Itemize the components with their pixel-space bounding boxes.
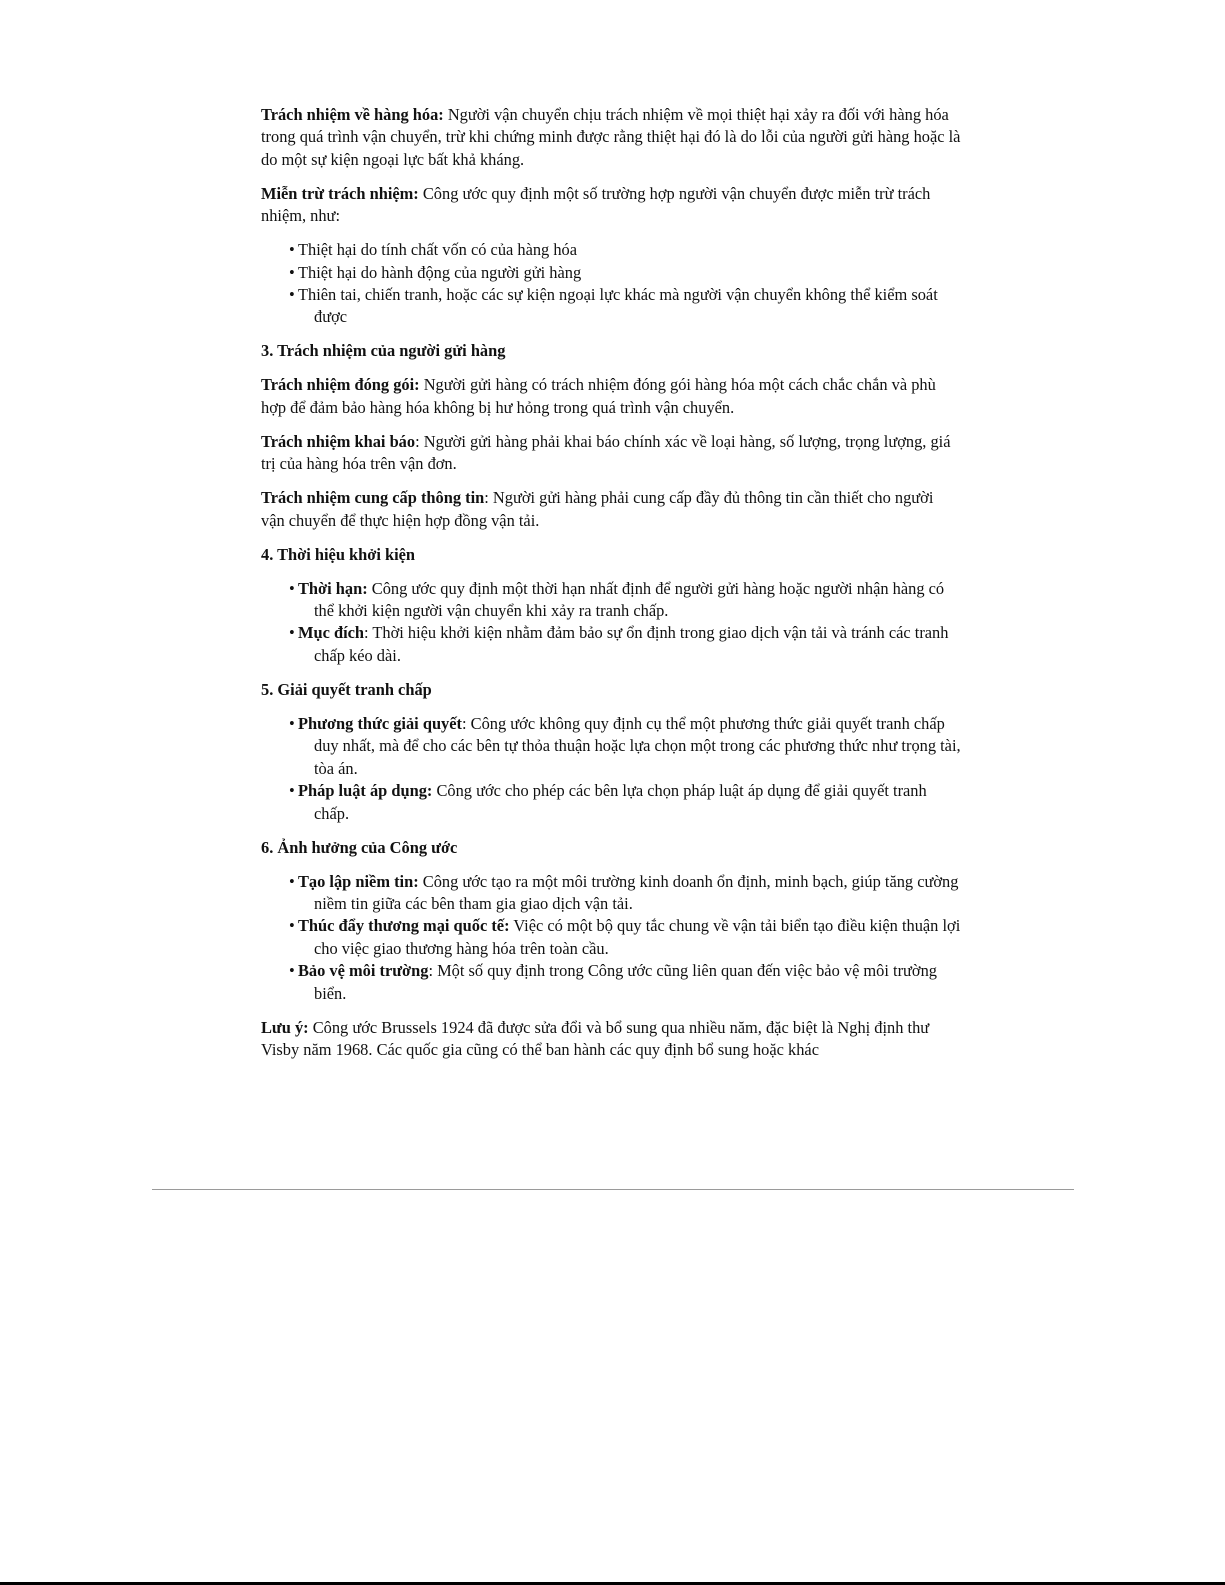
list-item: • Phương thức giải quyết: Công ước không quy định cụ thể một phương thức giải quyết tranh chấp duy nhất, mà để cho các bên tự thỏa thuận hoặc lựa chọn một trong các phương thức như trọng tài, tòa án. <box>289 713 961 778</box>
section-heading-3: 3. Trách nhiệm của người gửi hàng <box>261 341 506 361</box>
paragraph-liability-exemption <box>261 183 961 228</box>
bullet: • <box>289 916 295 936</box>
paragraph-text: Công ước quy định một số trường hợp người vận chuyển được miễn trừ trách nhiệm, như: <box>261 183 931 226</box>
paragraph-text: : Người gửi hàng phải khai báo chính xác về loại hàng, số lượng, trọng lượng, giá trị của hàng hóa trên vận đơn. <box>261 431 951 474</box>
paragraph-information <box>261 487 961 532</box>
list-item: • Mục đích: Thời hiệu khởi kiện nhằm đảm bảo sự ổn định trong giao dịch vận tải và tránh các tranh chấp kéo dài. <box>289 623 949 665</box>
term-label: Trách nhiệm đóng gói: <box>261 375 420 395</box>
list-item: • Tạo lập niềm tin: Công ước tạo ra một môi trường kinh doanh ổn định, minh bạch, giúp tăng cường niềm tin giữa các bên tham gia giao dịch vận tải. <box>289 871 959 913</box>
bullet: • <box>289 713 295 733</box>
list-item: • Thúc đẩy thương mại quốc tế: Việc có một bộ quy tắc chung về vận tải biển tạo điều kiện thuận lợi cho việc giao thương hàng hóa trên toàn cầu. <box>289 916 961 958</box>
exemption-list <box>261 239 961 329</box>
term-label: Trách nhiệm về hàng hóa: <box>261 105 444 124</box>
list-item: • Thiệt hại do hành động của người gửi hàng <box>261 262 961 284</box>
paragraph-declaration <box>261 431 961 476</box>
page-divider <box>152 1189 1074 1190</box>
bullet: • <box>289 240 295 260</box>
term-label: Miễn trừ trách nhiệm: <box>261 183 419 203</box>
paragraph-text: : Người gửi hàng phải cung cấp đầy đủ thông tin cần thiết cho người vận chuyển để thực hiện hợp đồng vận tải. <box>261 488 934 530</box>
list-item: • Thời hạn: Công ước quy định một thời hạn nhất định để người gửi hàng hoặc người nhận hàng có thể khởi kiện người vận chuyển khi xảy ra tranh chấp. <box>289 578 945 621</box>
section-heading-6: 6. Ảnh hưởng của Công ước <box>261 837 458 857</box>
bullet: • <box>289 781 295 801</box>
list-item: • Bảo vệ môi trường: Một số quy định trong Công ước cũng liên quan đến việc bảo vệ môi trường biển. <box>289 961 937 1003</box>
influence-list <box>261 871 961 1005</box>
term-label: Lưu ý: <box>261 1017 309 1037</box>
paragraph-text: Công ước Brussels 1924 đã được sửa đổi và bổ sung qua nhiều năm, đặc biệt là Nghị định thư Visby năm 1968. Các quốc gia cũng có thể ban hành các quy định bổ sung hoặc khác <box>261 1017 930 1059</box>
paragraph-cargo-liability <box>261 104 961 171</box>
bullet: • <box>289 961 295 981</box>
term-label: Trách nhiệm khai báo <box>261 431 416 451</box>
list-item: • Thiên tai, chiến tranh, hoặc các sự kiện ngoại lực khác mà người vận chuyển không thể kiểm soát được <box>289 285 938 327</box>
bullet: • <box>289 578 295 598</box>
bullet: • <box>289 871 295 891</box>
list-item: • Thiệt hại do tính chất vốn có của hàng hóa <box>261 239 961 261</box>
paragraph-note <box>261 1017 961 1062</box>
bullet: • <box>289 285 295 305</box>
paragraph-packing <box>261 374 961 419</box>
bullet: • <box>289 262 295 282</box>
paragraph-text: Người gửi hàng có trách nhiệm đóng gói hàng hóa một cách chắc chắn và phù hợp để đảm bảo hàng hóa không bị hư hỏng trong quá trình vận chuyển. <box>261 375 936 417</box>
section-heading-5: 5. Giải quyết tranh chấp <box>261 679 432 699</box>
section-heading-4: 4. Thời hiệu khởi kiện <box>261 544 416 564</box>
list-item: • Pháp luật áp dụng: Công ước cho phép các bên lựa chọn pháp luật áp dụng để giải quyết tranh chấp. <box>289 781 927 823</box>
paragraph-text: Người vận chuyển chịu trách nhiệm về mọi thiệt hại xảy ra đối với hàng hóa trong quá trình vận chuyển, trừ khi chứng minh được rằng thiệt hại đó là do lỗi của người gửi hàng hoặc là do một sự kiện ngoại lực bất khả kháng. <box>261 105 961 169</box>
dispute-list <box>261 713 961 825</box>
document-body <box>261 104 961 1073</box>
bullet: • <box>289 623 295 643</box>
limitation-list <box>261 578 961 668</box>
term-label: Trách nhiệm cung cấp thông tin <box>261 488 485 508</box>
